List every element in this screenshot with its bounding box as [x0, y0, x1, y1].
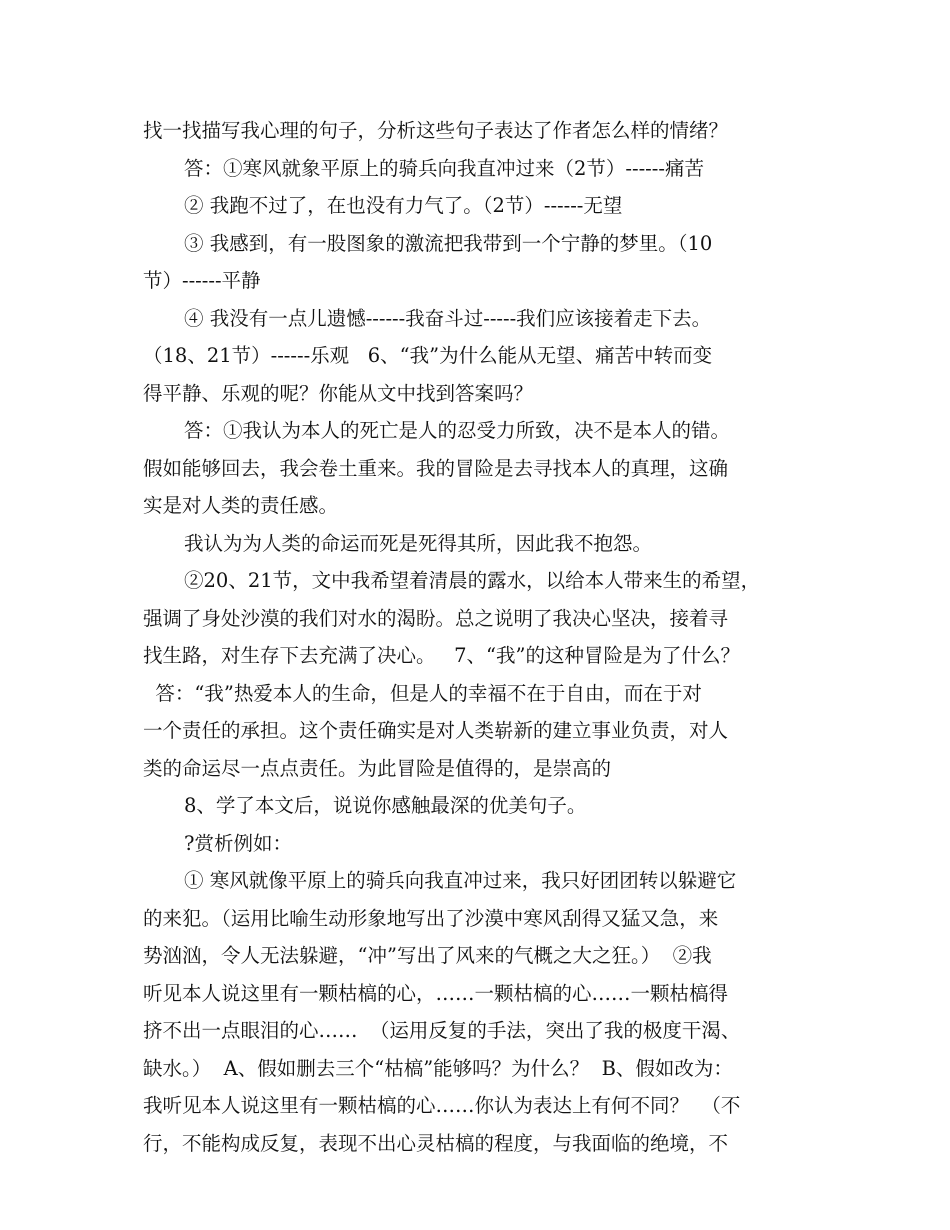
text-line: 实是对人类的责任感。 [143, 494, 339, 517]
text-line: 行，不能构成反复，表现不出心灵枯槁的程度，与我面临的绝境，不 [143, 1131, 729, 1155]
text-line: ② 我跑不过了，在也没有力气了。（2节）------无望 [184, 194, 623, 217]
text-line: （18、21节）------乐观 6、“我”为什么能从无望、痛苦中转而变 [143, 344, 713, 367]
text-line: 节）------平静 [143, 269, 261, 292]
text-line: 一个责任的承担。这个责任确实是对人类崭新的建立事业负责，对人 [143, 719, 729, 742]
text-line: ③ 我感到，有一股图象的激流把我带到一个宁静的梦里。（10 [184, 231, 713, 255]
text-line: 假如能够回去，我会卷土重来。我的冒险是去寻找本人的真理，这确 [143, 456, 729, 480]
text-line: 得平静、乐观的呢？你能从文中找到答案吗？ [143, 381, 534, 405]
text-line: ① 寒风就像平原上的骑兵向我直冲过来，我只好团团转以躲避它 [184, 869, 737, 892]
text-line: 缺水。） A、假如删去三个“枯槁”能够吗？为什么？ B、假如改为： [143, 1056, 733, 1080]
text-line: ④ 我没有一点儿遗憾------我奋斗过-----我们应该接着走下去。 [184, 306, 712, 330]
text-line: 答：“我”热爱本人的生命，但是人的幸福不在于自由，而在于对 [143, 681, 702, 705]
text-line: 挤不出一点眼泪的心…… （运用反复的手法，突出了我的极度干渴、 [143, 1019, 741, 1042]
text-line: 的来犯。（运用比喻生动形象地写出了沙漠中寒风刮得又猛又急，来 [143, 906, 719, 930]
text-line: ?赏析例如： [184, 831, 292, 855]
text-line: 我认为为人类的命运而死是死得其所，因此我不抱怨。 [184, 531, 653, 555]
text-line: 类的命运尽一点点责任。为此冒险是值得的，是崇高的 [143, 756, 612, 780]
text-line: 找生路，对生存下去充满了决心。 7、“我”的这种冒险是为了什么？ [143, 644, 740, 667]
text-line: 答：①我认为本人的死亡是人的忍受力所致，决不是本人的错。 [184, 419, 731, 442]
text-line: 找一找描写我心理的句子，分析这些句子表达了作者怎么样的情绪？ [143, 119, 729, 142]
text-line: ②20、21节，文中我希望着清晨的露水，以给本人带来生的希望， [184, 569, 761, 592]
text-line: 我听见本人说这里有一颗枯槁的心……你认为表达上有何不同？ （不 [143, 1094, 741, 1117]
text-line: 8、学了本文后，说说你感触最深的优美句子。 [184, 794, 587, 817]
text-line: 答：①寒风就象平原上的骑兵向我直冲过来（2节）------痛苦 [184, 156, 704, 180]
text-line: 强调了身处沙漠的我们对水的渴盼。总之说明了我决心坚决，接着寻 [143, 606, 729, 630]
text-line: 势汹汹，令人无法躲避，“冲”写出了风来的气概之大之狂。） ②我 [143, 944, 712, 967]
text-line: 听见本人说这里有一颗枯槁的心，……一颗枯槁的心……一颗枯槁得 [143, 981, 729, 1005]
body-text [143, 112, 818, 1162]
